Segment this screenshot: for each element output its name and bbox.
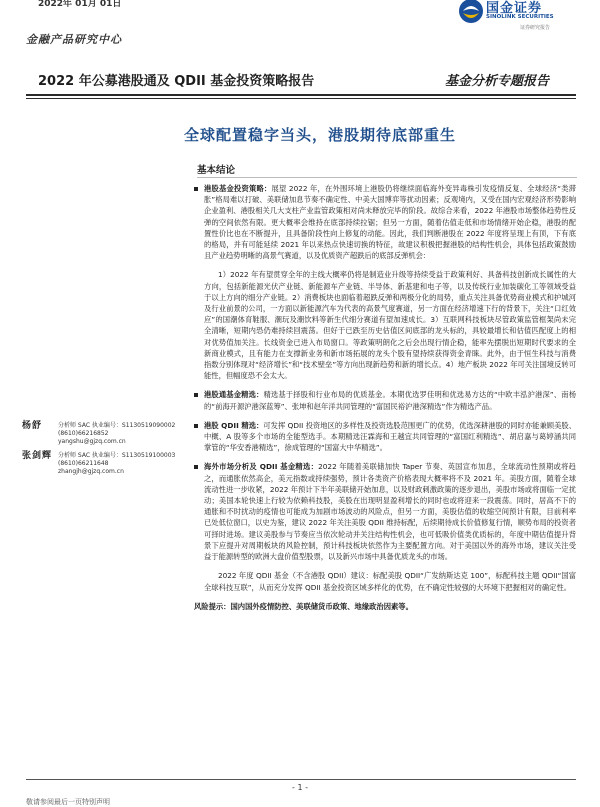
bullet-text: 2022 年随着美联储加快 Taper 节奏、英国宣布加息，全球流动性预期或将趋之，而通胀依然高企，美元指数或持续强势，预计各类资产价格表现大概率将不及 2021 年。美股方面，随着全球流动性进一步收紧，2022 年预计下半年美联储开始加息，以及财政刺激政策的逐步退出，美股市场或将面临一定扰动；美国本轮快速上行较为依赖科技股，美股在出现明显盈利增长的同时也或将迎来一段震荡。同时，居高不下的通胀和不时扰动的疫情也可能成为加剧市场波动的风险点，但另一方面，美股估值的收缩空间预计有限，目前利率已处低位窗口，以史为鉴，建议 2022 年关注美股 QDII 维持标配，后续期待成长价值修复行情，顺势布局的投资者可择时进场。建议美股参与节奏应当依次轮动并关注结构性机会，也可低吸价值类优质标的，年度中期估值提升背景下应提升对周期板块的风险控制，预计科技板块依然作为主要配置方向。对于美国以外的海外市场，建议关注受益于能源转型的欧洲大盘价值型股票，以及新兴市场中具备优质龙头的市场。 — [204, 462, 576, 562]
logo-chinese-name: 国金证券 — [486, 1, 543, 16]
bullet-text: 精选基于择股和行业布局的优质基金。本期优选罗佳明和优选易方达的“中欧丰泓沪港深”、南杨的“前海开源沪港深蓝筹”、张坤和赵年洋共同管理的“富国民裕沪港深精选”作为精选产品。 — [204, 390, 577, 411]
hk-strategy-detail: 1）2022 年有望贯穿全年的主线大概率仍将是制造业升级等持续受益于政策利好、具备科技创新成长属性的大方向，包括新能源光伏产业链、新能源车产业链、半导体、新基建和电子等，以及传统行业加装碳化工等领域受益于以上方向的细分产业链。2）消费板块也面临着超跌反弹和两极分化的局势，重点关注具备优势商业模式和护城河及行业前景的公司，一方面以新能源汽车为代表的高景气度赛道，另一方面在经济增速下行的背景下，关注“口红效应”的国潮体育鞋服、潮玩及潮饮料等新生代细分赛道有望加速成长。3）互联网科技板块尽管政策监管框架尚未完全清晰，短期内恐仍难持续回震荡。但好于已跌至历史估值区间底部的龙头标的，具较最增长和估值匹配度上的相对优势值加关注。长线资金已进入布局窗口。等政策明朗化之后会出现行情企稳，能率先摆脱出短期时代要求的全新商业模式，且有能力在支撑新业务和新市场拓展的龙头个股有望持续获得资金青睐。此外，由于恒生科技与消费指数分别体现对“经济增长”和“技术壁垒”等方向出现新趋势和新的增长点。4）地产板块 2022 年可关注国境反转可能性，但幅度恐不会太大。 — [204, 270, 576, 381]
bullet-hk-strategy — [190, 183, 576, 261]
bullet-overseas-qdii — [190, 461, 576, 562]
bullet-dot — [194, 424, 198, 428]
overseas-qdii-detail: 2022 年度 QDII 基金（不含港股 QDII）建议：标配美股 QDII“广发纳斯达克 100”，标配科技主题 QDII“国富全球科技互联”，从而充分发挥 QDII 基金投资区域多样化的优势，在不确定性较强的大环境下把握相对的确定性。 — [204, 571, 576, 592]
report-date: 2022年 01月 01日 — [38, 0, 122, 9]
footer-rule — [26, 779, 576, 780]
bullet-dot — [194, 187, 198, 191]
analyst-phone: (8610)66211648 — [58, 460, 109, 467]
sinolink-logo-icon — [458, 0, 484, 24]
header-rule-thin — [26, 98, 576, 99]
report-title: 2022 年公募港股通及 QDII 基金投资策略报告 — [38, 74, 315, 89]
research-center-name: 金融产品研究中心 — [26, 33, 122, 46]
analyst-title: 分析师 SAC 执业编号：S1130519090002 — [58, 422, 176, 429]
header-rule-thick — [26, 94, 576, 96]
headline: 全球配置稳字当头，港股期待底部重生 — [183, 126, 456, 144]
logo-english-name: SINOLINK SECURITIES — [486, 14, 554, 20]
page-number: - 1 - — [292, 783, 308, 792]
bullet-hk-qdii-picks — [190, 420, 576, 454]
bullet-hk-connect-picks — [190, 389, 576, 411]
analyst-title: 分析师 SAC 执业编号：S1130519100003 — [58, 452, 176, 459]
bullet-text: 可发挥 QDII 投资地区的多样性及投资选股范围更广的优势，优选深耕港股的同时亦能兼顾美股、中概、A 股等多个市场的全能型选手。本期精选汪霖海和王越宜共同管理的“富国红利精选”、胡启嘉与葛婷涵共同掌管的“华安香港精选”，徐成管理的“国富大中华精选”。 — [204, 420, 576, 453]
logo-subtitle: 证券研究报告 — [520, 25, 551, 31]
bullet-dot — [194, 465, 198, 469]
analyst-name: 杨舒 — [22, 421, 43, 431]
section-divider — [197, 177, 577, 178]
analyst-email[interactable]: zhangjh@gjzq.com.cn — [58, 468, 124, 475]
section-title: 基本结论 — [197, 165, 236, 176]
bullet-label: 海外市场分析及 QDII 基金精选： — [204, 462, 319, 472]
bullet-label: 港股通基金精选： — [204, 390, 264, 400]
risk-warning: 风险提示：国内国外疫情防控、美联储货币政策、地缘政治因素等。 — [194, 601, 413, 611]
bullet-text: 展望 2022 年，在外围环境上港股仍将继续面临海外变异毒株引发疫情反复、全球经济“类滞胀”格局难以打破、美联储加息节奏不确定性、中美大国博弈等扰动因素；反观境内，又受在国内宏观经济形势影响企业盈利、港股相关几大支柱产业监管政策相对尚未释放完毕的阶段。故综合来看，2022 年港股市场整体趋势性反弹的空间依然有限。更大概率会维持在底部持续拉锯；但另一方面，随着估值走低和市场情绪开始企稳，港股的配置性价比也在不断提升，且具备阶段性向上修复的动能。因此，我们判断港股在 2022 年度将呈现上有顶，下有底的格局，并有可能延续 2021 年以来热点快速切换的特征，故建议积极把握港股的结构性机会，具体包括政策鼓励且产业趋势明晰的高景气赛道，以及优质资产超跌后的底部反弹机会： — [204, 184, 577, 261]
analyst-name: 张剑辉 — [22, 451, 53, 461]
analyst-phone: (8610)66216852 — [58, 430, 109, 437]
bullet-label: 港股 QDII 精选： — [204, 420, 264, 430]
bullet-label: 港股基金投资策略： — [204, 184, 272, 193]
sinolink-logo — [458, 0, 568, 32]
report-type: 基金分析专题报告 — [445, 74, 550, 89]
conclusions-body — [190, 183, 576, 612]
bullet-dot — [194, 393, 198, 397]
analyst-email[interactable]: yangshu@gjzq.com.cn — [58, 438, 126, 445]
footer-disclaimer: 敬请参阅最后一页特别声明 — [26, 798, 110, 806]
